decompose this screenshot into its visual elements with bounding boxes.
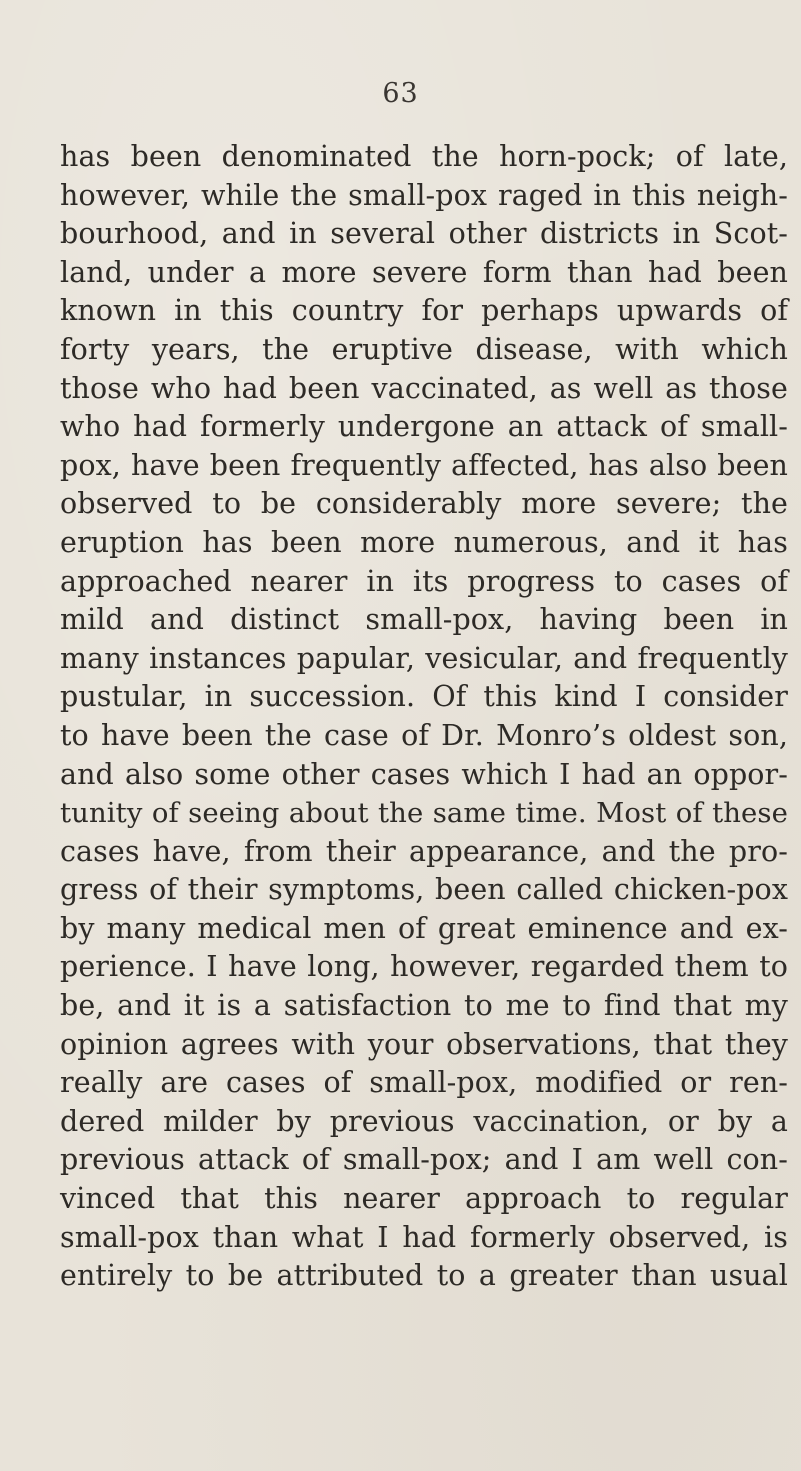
text-line: eruption has been more numerous, and it has <box>60 525 788 559</box>
text-line: who had formerly undergone an attack of small- <box>60 410 788 444</box>
text-line: bourhood, and in several other districts in Scot- <box>60 217 788 251</box>
text-line: be, and it is a satisfaction to me to find that my <box>60 989 788 1023</box>
text-line: entirely to be attributed to a greater than usual <box>60 1259 788 1293</box>
text-line: dered milder by previous vaccination, or by a <box>60 1104 788 1138</box>
page-number: 63 <box>382 78 419 109</box>
text-line: vinced that this nearer approach to regular <box>60 1182 788 1216</box>
text-line: pox, have been frequently affected, has also been <box>60 448 788 482</box>
text-line: opinion agrees with your observations, that they <box>60 1027 788 1061</box>
text-line: has been denominated the horn-pock; of late, <box>60 140 788 173</box>
text-line: however, while the small-pox raged in this neigh- <box>60 178 788 212</box>
text-line: small-pox than what I had formerly observed, is <box>60 1220 788 1254</box>
text-line: land, under a more severe form than had been <box>60 255 788 289</box>
text-line: by many medical men of great eminence and ex- <box>60 911 788 945</box>
text-line: forty years, the eruptive disease, with which <box>60 332 788 366</box>
text-line: tunity of seeing about the same time. Most of these <box>60 797 788 830</box>
text-line: approached nearer in its progress to cases of <box>60 564 788 598</box>
text-line: those who had been vaccinated, as well as those <box>60 371 788 405</box>
text-line: previous attack of small-pox; and I am well con- <box>60 1143 788 1177</box>
text-line: observed to be considerably more severe; the <box>60 487 788 521</box>
body-text <box>60 138 788 1296</box>
text-line: perience. I have long, however, regarded them to <box>60 950 788 984</box>
text-line: cases have, from their appearance, and the pro- <box>60 834 788 868</box>
text-line: known in this country for perhaps upwards of <box>60 294 788 328</box>
text-line: and also some other cases which I had an oppor- <box>60 757 788 791</box>
text-line: pustular, in succession. Of this kind I consider <box>60 680 788 714</box>
text-line: many instances papular, vesicular, and frequently <box>60 641 788 675</box>
text-line: gress of their symptoms, been called chicken-pox <box>60 873 788 907</box>
text-line: really are cases of small-pox, modified or ren- <box>60 1066 788 1100</box>
text-line: mild and distinct small-pox, having been in <box>60 603 788 637</box>
text-line: to have been the case of Dr. Monro’s oldest son, <box>60 718 788 752</box>
